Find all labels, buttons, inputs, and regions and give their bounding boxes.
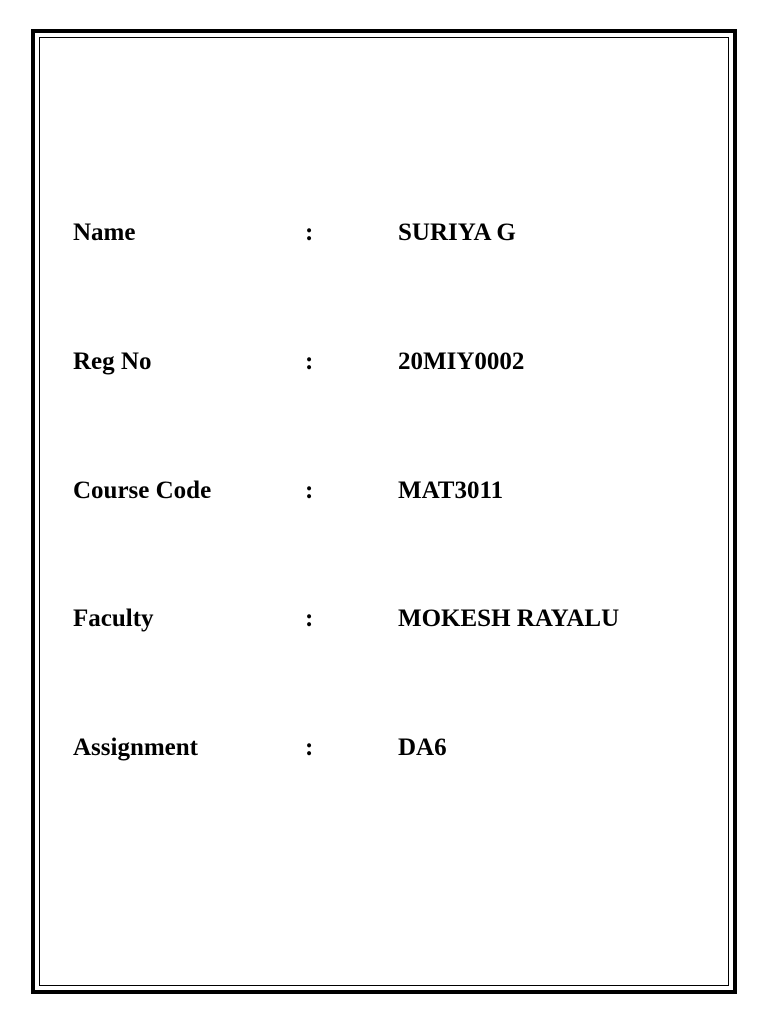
field-value-reg-no: 20MIY0002 [398, 348, 525, 375]
field-row-assignment [0, 731, 768, 765]
field-separator: : [305, 734, 314, 761]
page-border-inner-line [39, 37, 729, 986]
field-separator: : [305, 348, 314, 375]
page-border [31, 29, 737, 994]
field-row-course-code [0, 474, 768, 508]
field-value-assignment: DA6 [398, 734, 447, 761]
field-value-name: SURIYA G [398, 219, 516, 246]
field-label-reg-no: Reg No [73, 348, 152, 375]
field-label-name: Name [73, 219, 136, 246]
field-separator: : [305, 219, 314, 246]
field-row-name [0, 216, 768, 250]
field-row-reg-no [0, 345, 768, 379]
field-value-faculty: MOKESH RAYALU [398, 605, 620, 632]
field-separator: : [305, 605, 314, 632]
field-value-course-code: MAT3011 [398, 477, 504, 504]
field-label-faculty: Faculty [73, 605, 154, 632]
field-label-course-code: Course Code [73, 477, 212, 504]
field-separator: : [305, 477, 314, 504]
field-row-faculty [0, 602, 768, 636]
field-label-assignment: Assignment [73, 734, 199, 761]
